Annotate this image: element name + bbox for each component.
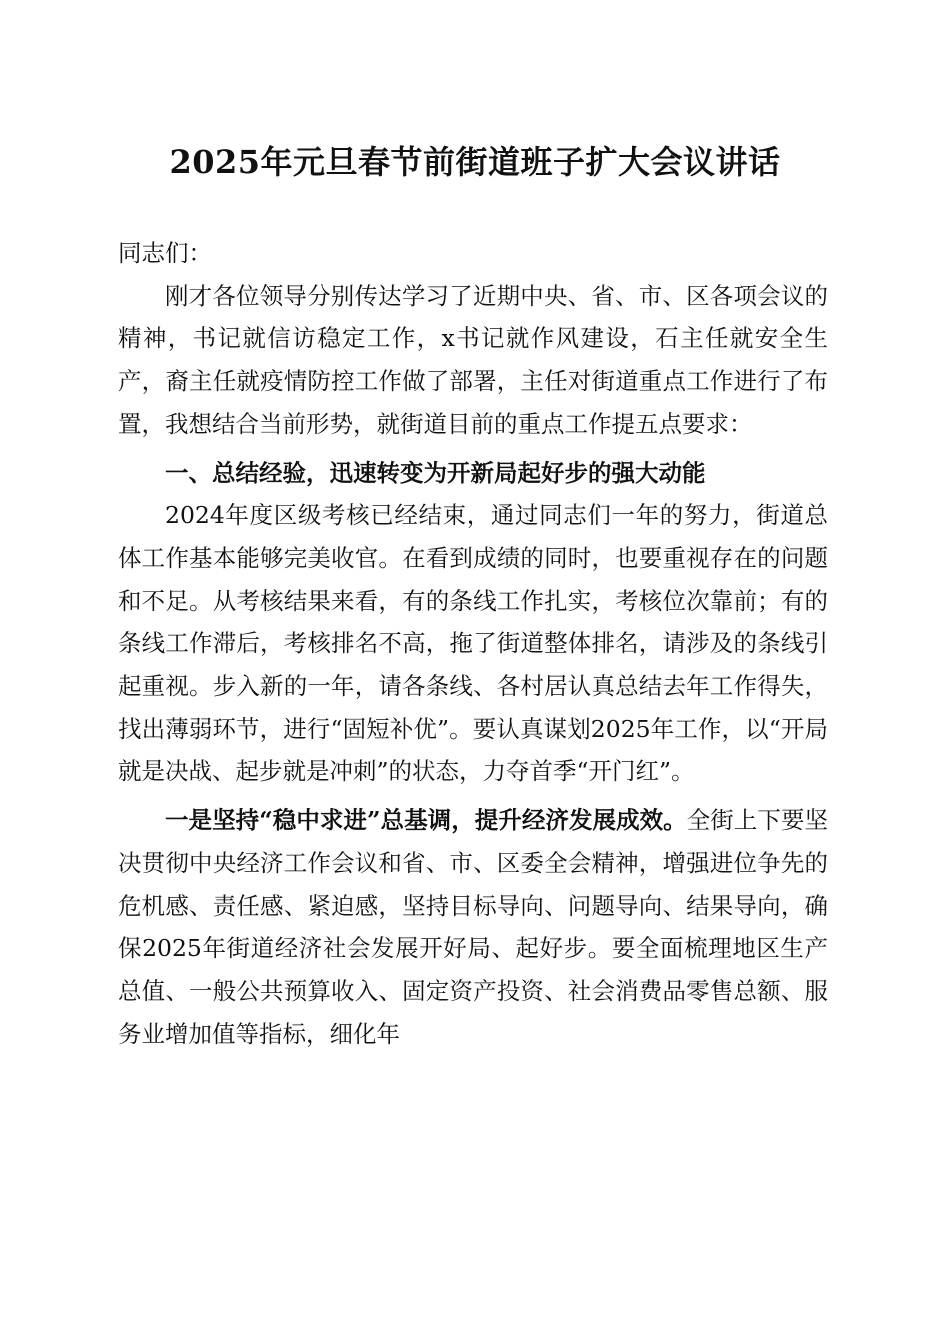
point-1-paragraph bbox=[118, 799, 828, 1055]
document-body bbox=[118, 232, 828, 1055]
point-1-lead: 一是坚持“稳中求进”总基调，提升经济发展成效。 bbox=[165, 806, 687, 835]
salutation: 同志们： bbox=[118, 239, 212, 267]
intro-paragraph: 刚才各位领导分别传达学习了近期中央、省、市、区各项会议的精神，书记就信访稳定工作，x书记就作风建设，石主任就安全生产，裔主任就疫情防控工作做了部署，主任对街道重点工作进行了布置，我想结合当前形势，就街道目前的重点工作提五点要求： bbox=[118, 281, 828, 438]
document-title: 2025年元旦春节前街道班子扩大会议讲话 bbox=[169, 143, 781, 181]
section-heading-1: 一、总结经验，迅速转变为开新局起好步的强大动能 bbox=[165, 458, 706, 487]
section-1-paragraph: 2024年度区级考核已经结束，通过同志们一年的努力，街道总体工作基本能够完美收官。在看到成绩的同时，也要重视存在的问题和不足。从考核结果来看，有的条线工作扎实，考核位次靠前；有的条线工作滞后，考核排名不高，拖了街道整体排名，请涉及的条线引起重视。步入新的一年，请各条线、各村居认真总结去年工作得失，找出薄弱环节，进行“固短补优”。要认真谋划2025年工作，以“开局就是决战、起步就是冲刺”的状态，力夺首季“开门红”。 bbox=[118, 501, 828, 786]
point-1-text: 全街上下要坚决贯彻中央经济工作会议和省、市、区委全会精神，增强进位争先的危机感、责任感、紧迫感，坚持目标导向、问题导向、结果导向，确保2025年街道经济社会发展开好局、起好步。要全面梳理地区生产总值、一般公共预算收入、固定资产投资、社会消费品零售总额、服务业增加值等指标，细化年 bbox=[118, 806, 828, 1048]
